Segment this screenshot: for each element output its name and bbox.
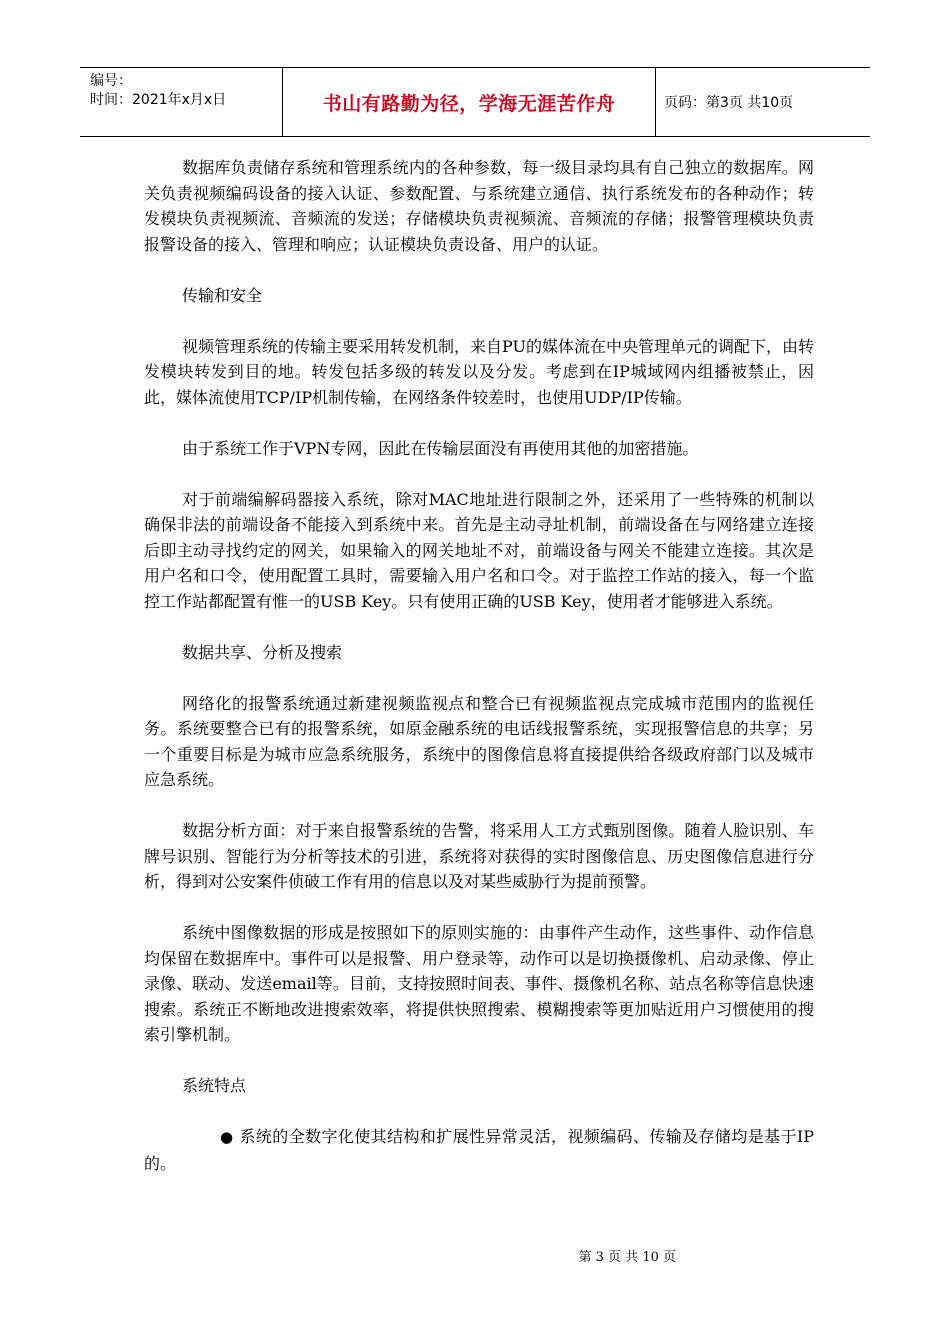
bullet-icon: ● bbox=[220, 1128, 234, 1146]
number-label: 编号： bbox=[90, 73, 132, 89]
header-page-number: 页码：第3页 共10页 bbox=[664, 95, 794, 111]
heading-system-features: 系统特点 bbox=[182, 1076, 247, 1095]
paragraph-image-data: 系统中图像数据的形成是按照如下的原则实施的：由事件产生动作，这些事件、动作信息均保留在数据库中。事件可以是报警、用户登录等，动作可以是切换摄像机、启动录像、停止录像、联动、发送email等。目前，支持按照时间表、事件、摄像机名称、站点名称等信息快速搜索。系统正不断地改进搜索效率，将提供快照搜索、模糊搜索等更加贴近用户习惯使用的搜索引擎机制。 bbox=[144, 923, 814, 1044]
bullet-item bbox=[144, 1124, 814, 1176]
paragraph-database: 数据库负责储存系统和管理系统内的各种参数，每一级目录均具有自己独立的数据库。网关负责视频编码设备的接入认证、参数配置、与系统建立通信、执行系统发布的各种动作；转发模块负责视频流、音频流的发送；存储模块负责视频流、音频流的存储；报警管理模块负责报警设备的接入、管理和响应；认证模块负责设备、用户的认证。 bbox=[144, 158, 814, 254]
page-footer bbox=[0, 1246, 950, 1265]
header-motto: 书山有路勤为径，学海无涯苦作舟 bbox=[283, 68, 656, 136]
paragraph-alarm-network: 网络化的报警系统通过新建视频监视点和整合已有视频监视点完成城市范围内的监视任务。系统要整合已有的报警系统，如原金融系统的电话线报警系统，实现报警信息的共享；另一个重要目标是为城市应急系统服务，系统中的图像信息将直接提供给各级政府部门以及城市应急系统。 bbox=[144, 693, 814, 789]
header-meta-cell bbox=[80, 68, 283, 136]
paragraph-access-control: 对于前端编解码器接入系统，除对MAC地址进行限制之外，还采用了一些特殊的机制以确保非法的前端设备不能接入到系统中来。首先是主动寻址机制，前端设备在与网络建立连接后即主动寻找约定的网关，如果输入的网关地址不对，前端设备与网关不能建立连接。其次是用户名和口令，使用配置工具时，需要输入用户名和口令。对于监控工作站的接入，每一个监控工作站都配置有惟一的USB Key。只有使用正确的USB Key，使用者才能够进入系统。 bbox=[144, 489, 814, 611]
footer-page-number: 第 3 页 共 10 页 bbox=[578, 1250, 676, 1265]
heading-transmission-security: 传输和安全 bbox=[182, 285, 263, 305]
heading-data-sharing: 数据共享、分析及搜索 bbox=[182, 642, 343, 662]
page-header bbox=[80, 67, 870, 137]
document-body bbox=[144, 155, 814, 1176]
paragraph-data-analysis: 数据分析方面：对于来自报警系统的告警，将采用人工方式甄别图像。随着人脸识别、车牌号识别、智能行为分析等技术的引进，系统将对获得的实时图像信息、历史图像信息进行分析，得到对公安案件侦破工作有用的信息以及对某些威胁行为提前预警。 bbox=[144, 821, 814, 891]
paragraph-transmission: 视频管理系统的传输主要采用转发机制，来自PU的媒体流在中央管理单元的调配下，由转发模块转发到目的地。转发包括多级的转发以及分发。考虑到在IP城域网内组播被禁止，因此，媒体流使用TCP/IP机制传输，在网络条件较差时，也使用UDP/IP传输。 bbox=[144, 336, 814, 407]
paragraph-vpn: 由于系统工作于VPN专网，因此在传输层面没有再使用其他的加密措施。 bbox=[182, 438, 699, 458]
time-label: 时间：2021年x月x日 bbox=[90, 92, 227, 108]
bullet-text: 系统的全数字化使其结构和扩展性异常灵活，视频编码、传输及存储均是基于IP的。 bbox=[144, 1127, 814, 1173]
